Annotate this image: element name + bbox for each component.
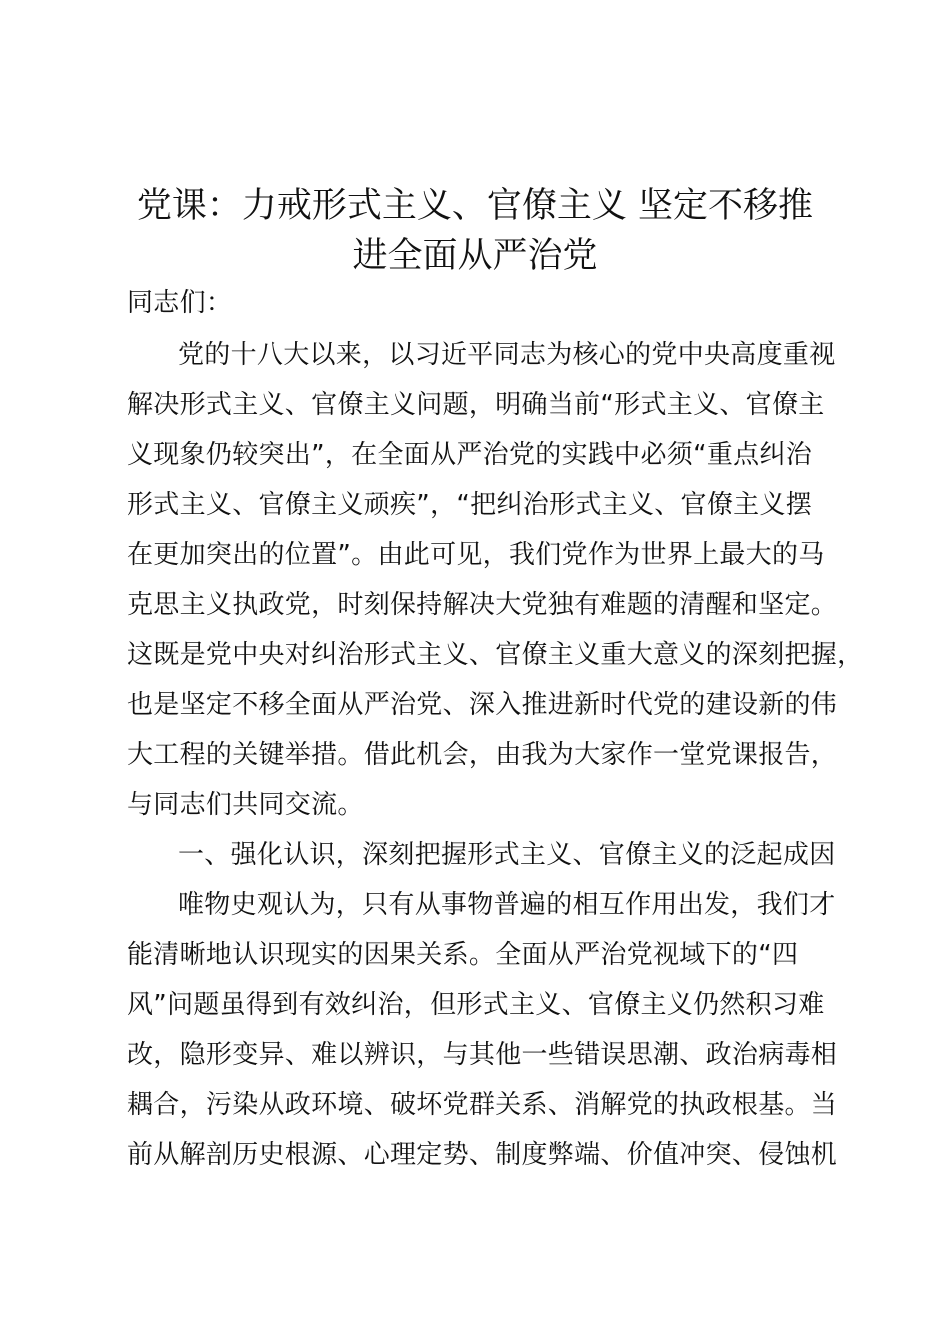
- paragraph-line: 这既是党中央对纠治形式主义、官僚主义重大意义的深刻把握，: [127, 640, 864, 670]
- paragraph-line: 前从解剖历史根源、心理定势、制度弊端、价值冲突、侵蚀机: [127, 1140, 838, 1170]
- paragraph-line: 形式主义、官僚主义顽疾”，“把纠治形式主义、官僚主义摆: [127, 490, 813, 520]
- paragraph-line: 义现象仍较突出”，在全面从严治党的实践中必须“重点纠治: [127, 440, 813, 470]
- section-heading: 一、强化认识，深刻把握形式主义、官僚主义的泛起成因: [178, 840, 836, 870]
- document-title-line-2: 进全面从严治党: [352, 236, 598, 276]
- paragraph-line: 耦合，污染从政环境、破坏党群关系、消解党的执政根基。当: [127, 1090, 838, 1120]
- paragraph-line: 能清晰地认识现实的因果关系。全面从严治党视域下的“四: [127, 940, 799, 970]
- paragraph-line: 唯物史观认为，只有从事物普遍的相互作用出发，我们才: [178, 890, 836, 920]
- paragraph-line: 克思主义执政党，时刻保持解决大党独有难题的清醒和坚定。: [127, 590, 838, 620]
- paragraph-line: 也是坚定不移全面从严治党、深入推进新时代党的建设新的伟: [127, 690, 838, 720]
- salutation: 同志们：: [127, 288, 233, 318]
- paragraph-line: 党的十八大以来，以习近平同志为核心的党中央高度重视: [178, 340, 836, 370]
- paragraph-line: 风”问题虽得到有效纠治，但形式主义、官僚主义仍然积习难: [127, 990, 825, 1020]
- paragraph-line: 与同志们共同交流。: [127, 790, 364, 820]
- paragraph-line: 改，隐形变异、难以辨识，与其他一些错误思潮、政治病毒相: [127, 1040, 838, 1070]
- paragraph-line: 大工程的关键举措。借此机会，由我为大家作一堂党课报告，: [127, 740, 838, 770]
- paragraph-line: 解决形式主义、官僚主义问题，明确当前“形式主义、官僚主: [127, 390, 825, 420]
- document-title-line-1: 党课：力戒形式主义、官僚主义 坚定不移推: [136, 186, 814, 226]
- paragraph-line: 在更加突出的位置”。由此可见，我们党作为世界上最大的马: [127, 540, 825, 570]
